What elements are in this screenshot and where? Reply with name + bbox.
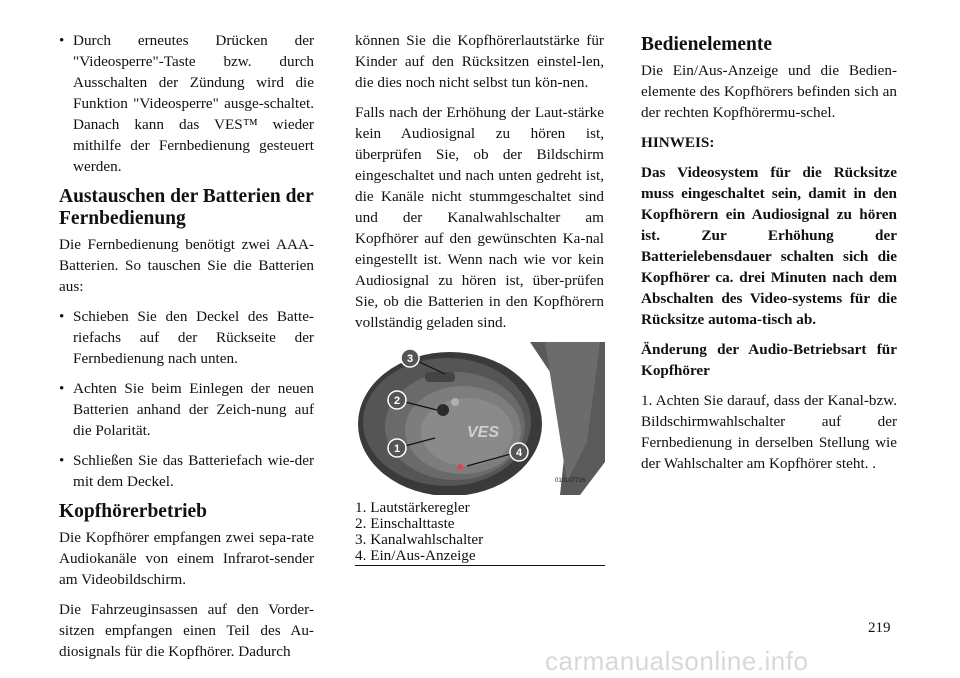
figure-code: 010107716 [555, 478, 586, 484]
column-middle [355, 30, 604, 566]
para-headphones-2: Die Fahrzeuginsassen auf den Vorder-sitzen empfangen einen Teil des Au-diosignals für die Kopfhörer. Dadurch [59, 601, 314, 660]
page-number: 219 [868, 620, 891, 636]
ves-logo: VES [467, 424, 500, 441]
note-label: HINWEIS: [641, 134, 715, 151]
bullet-list-batteries [59, 306, 314, 492]
bullet-icon: • [59, 32, 65, 49]
bullet-text-videosperre: Durch erneutes Drücken der "Videosperre"-Taste bzw. durch Ausschalten der Zündung wird die Funktion "Videosperre" ausge-schaltet. Danach kann das VES™ wieder mithilfe der Fernbedienung gesteuert werden. [73, 32, 314, 175]
list-item [59, 378, 314, 441]
svg-text:4: 4 [515, 447, 523, 459]
para-volume: können Sie die Kopfhörerlautstärke für Kinder auf den Rücksitzen einstel-len, die dies noch nicht selbst tun kön-nen. [355, 32, 604, 91]
para-audio-mode: 1. Achten Sie darauf, dass der Kanal-bzw. Bildschirmwahlschalter auf der Fernbedienung in derselben Stellung wie der Wahlschalter am Kopfhörer steht. . [641, 392, 897, 472]
column-right [641, 30, 897, 483]
headphone-illustration [355, 342, 605, 495]
bullet-icon: • [59, 308, 65, 325]
para-controls: Die Ein/Aus-Anzeige und die Bedien-elemente des Kopfhörers befinden sich an der rechten Kopfhörermu-schel. [641, 62, 897, 121]
para-headphones-1: Die Kopfhörer empfangen zwei sepa-rate Audiokanäle von einem Infrarot-sender am Videobildschirm. [59, 529, 314, 588]
svg-text:1: 1 [393, 443, 401, 455]
subheading-audio-mode: Änderung der Audio-Betriebsart für Kopfhörer [641, 341, 897, 379]
heading-replace-batteries: Austauschen der Batterien der Fernbedienung [59, 186, 314, 229]
bullet-text: Schieben Sie den Deckel des Batte-riefachs auf der Rückseite der Fernbedienung nach unten. [73, 308, 314, 367]
figure-caption [355, 500, 605, 566]
para-troubleshoot: Falls nach der Erhöhung der Laut-stärke kein Audiosignal zu hören ist, überprüfen Sie, ob der Bildschirm eingeschaltet und nach unten gedreht ist, die Kanäle nicht stummgeschaltet sind und der Kanalwahlschalter am Kopfhörer auf den gewünschten Ka-nal eingestellt ist. Wenn nach wie vor kein Audiosignal zu hören ist, über-prüfen Sie, ob die Batterien in den Kopfhörern vollständig geladen sind. [355, 104, 604, 331]
note-text: Das Videosystem für die Rücksitze muss eingeschaltet sein, damit in den Kopfhörern ein Audiosignal zu hören ist. Zur Erhöhung der Batterielebensdauer schalten sich die Kopfhörer ca. drei Minuten nach dem Abschalten des Video-systems für die Rücksitze automa-tisch ab. [641, 164, 897, 328]
bullet-icon: • [59, 380, 65, 397]
bullet-text: Achten Sie beim Einlegen der neuen Batterien anhand der Zeich-nung auf die Polarität. [73, 380, 314, 439]
watermark: carmanualsonline.info [545, 646, 809, 676]
svg-text:2: 2 [393, 395, 401, 407]
bullet-list-top [59, 30, 314, 177]
caption-item: 1. Lautstärkeregler [355, 499, 470, 516]
heading-controls: Bedienelemente [641, 34, 773, 55]
para-batteries: Die Fernbedienung benötigt zwei AAA-Batterien. So tauschen Sie die Batterien aus: [59, 236, 314, 295]
bullet-icon: • [59, 452, 65, 469]
caption-item: 2. Einschalttaste [355, 515, 455, 532]
svg-text:3: 3 [406, 353, 414, 365]
list-item [59, 30, 314, 177]
list-item [59, 306, 314, 369]
caption-item: 3. Kanalwahlschalter [355, 531, 484, 548]
headphone-figure [355, 342, 605, 495]
list-item [59, 450, 314, 492]
column-left [59, 30, 314, 671]
heading-headphones: Kopfhörerbetrieb [59, 501, 208, 522]
bullet-text: Schließen Sie das Batteriefach wie-der mit dem Deckel. [73, 452, 314, 490]
caption-item: 4. Ein/Aus-Anzeige [355, 547, 476, 564]
